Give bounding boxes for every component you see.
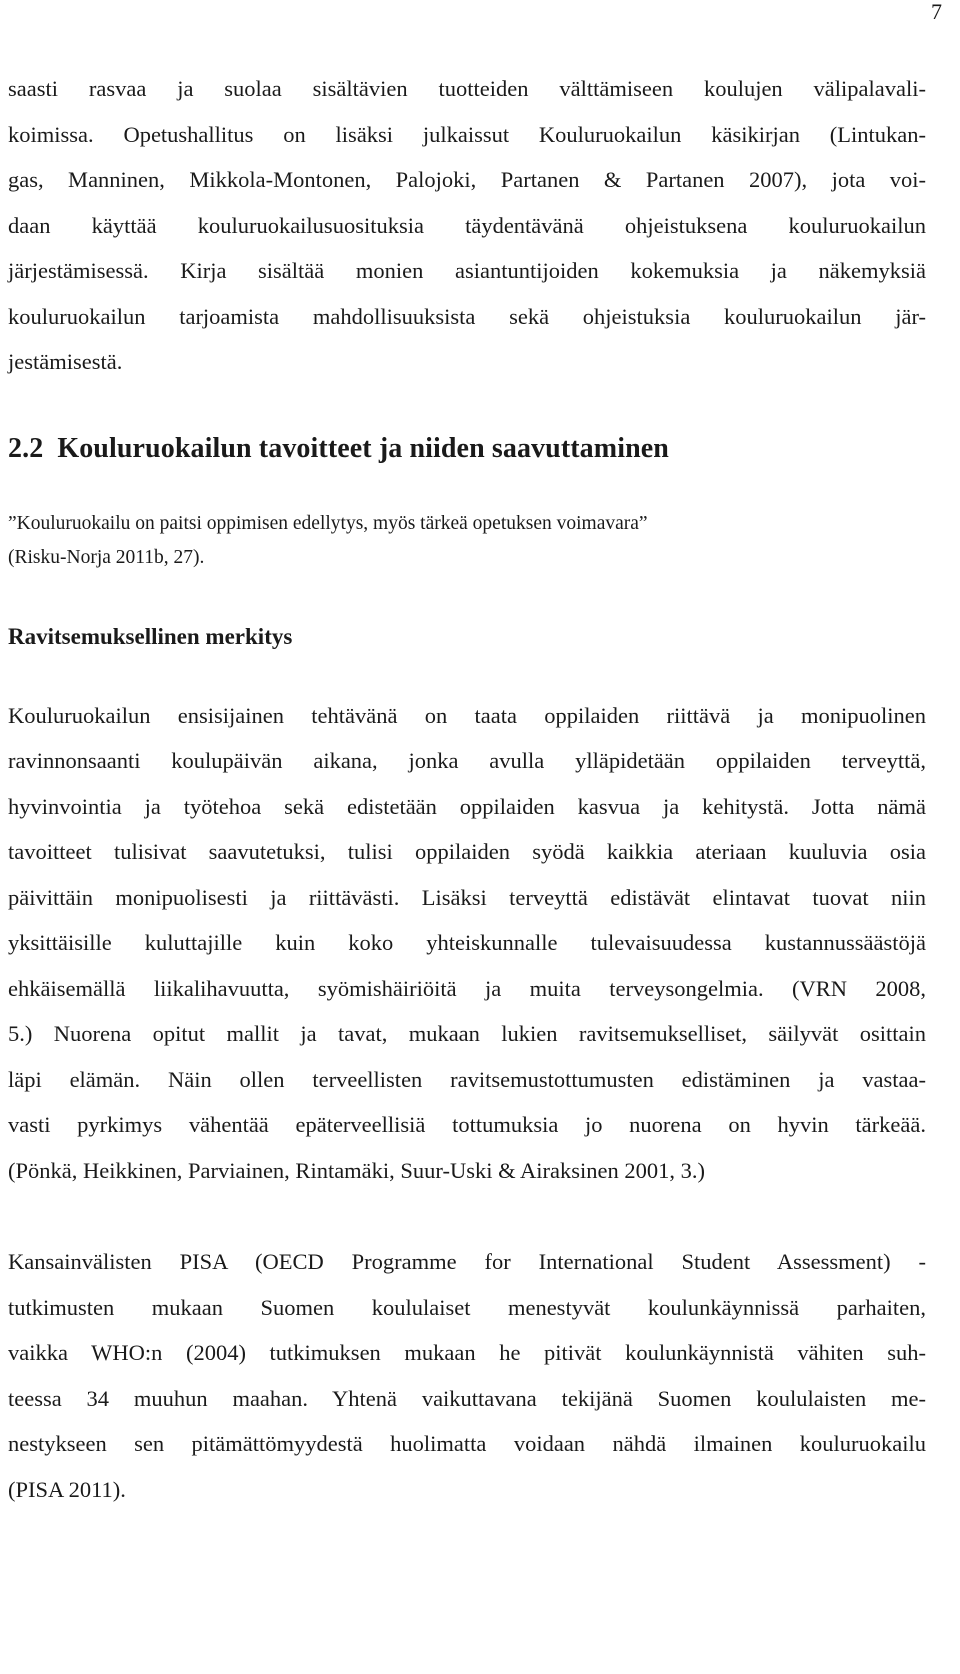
paragraph-line: daan käyttää kouluruokailusuosituksia täydentävänä ohjeistuksena kouluruokailun xyxy=(8,212,926,238)
section-heading xyxy=(8,429,926,469)
paragraph-line: kouluruokailun tarjoamista mahdollisuuksista sekä ohjeistuksia kouluruokailun jär- xyxy=(8,303,926,329)
paragraph-line: teessa 34 muuhun maahan. Yhtenä vaikuttavana tekijänä Suomen koululaisten me- xyxy=(8,1385,926,1411)
paragraph-line: tavoitteet tulisivat saavutetuksi, tulisi oppilaiden syödä kaikkia ateriaan kuuluvia osia xyxy=(8,839,926,864)
paragraph-line: nestykseen sen pitämättömyydestä huolimatta voidaan nähdä ilmainen kouluruokailu xyxy=(8,1431,926,1456)
quote-citation: (Risku-Norja 2011b, 27). xyxy=(8,546,205,568)
quote-text: ”Kouluruokailu on paitsi oppimisen edellytys, myös tärkeä opetuksen voimavara” xyxy=(8,512,648,534)
page-number: 7 xyxy=(931,0,942,24)
paragraph-line: saasti rasvaa ja suolaa sisältävien tuotteiden välttämiseen koulujen välipalavali- xyxy=(8,76,926,101)
paragraph-line: vaikka WHO:n (2004) tutkimuksen mukaan he pitivät koulunkäynnistä vähiten suh- xyxy=(8,1340,926,1365)
block-quote xyxy=(8,507,926,575)
paragraph-line: 5.) Nuorena opitut mallit ja tavat, mukaan lukien ravitsemukselliset, säilyvät osittain xyxy=(8,1021,926,1046)
paragraph-line: tutkimusten mukaan Suomen koululaiset menestyvät koulunkäynnissä parhaiten, xyxy=(8,1294,926,1320)
paragraph-2 xyxy=(8,693,926,1194)
section-number: 2.2 xyxy=(8,432,44,464)
paragraph-line: jestämisestä. xyxy=(8,349,123,374)
paragraph-line: vasti pyrkimys vähentää epäterveellisiä tottumuksia jo nuorena on hyvin tärkeää. xyxy=(8,1112,926,1137)
paragraph-line: päivittäin monipuolisesti ja riittävästi. Lisäksi terveyttä edistävät elintavat tuovat niin xyxy=(8,884,926,910)
paragraph-1 xyxy=(8,66,926,385)
paragraph-line: ravinnonsaanti koulupäivän aikana, jonka avulla ylläpidetään oppilaiden terveyttä, xyxy=(8,748,926,773)
paragraph-line: Kouluruokailun ensisijainen tehtävänä on taata oppilaiden riittävä ja monipuolinen xyxy=(8,702,926,728)
paragraph-line: järjestämisessä. Kirja sisältää monien asiantuntijoiden kokemuksia ja näkemyksiä xyxy=(8,258,926,283)
paragraph-line: gas, Manninen, Mikkola-Montonen, Palojoki, Partanen & Partanen 2007), jota voi- xyxy=(8,167,926,192)
paragraph-line: (Pönkä, Heikkinen, Parviainen, Rintamäki, Suur-Uski & Airaksinen 2001, 3.) xyxy=(8,1157,705,1183)
paragraph-line: läpi elämän. Näin ollen terveellisten ravitsemustottumusten edistäminen ja vastaa- xyxy=(8,1066,926,1092)
paragraph-line: (PISA 2011). xyxy=(8,1476,126,1502)
paragraph-line: hyvinvointia ja työtehoa sekä edistetään oppilaiden kasvua ja kehitystä. Jotta nämä xyxy=(8,793,926,819)
paragraph-line: Kansainvälisten PISA (OECD Programme for International Student Assessment) - xyxy=(8,1249,926,1274)
document-body xyxy=(8,66,926,1512)
subheading: Ravitsemuksellinen merkitys xyxy=(8,623,293,649)
paragraph-3 xyxy=(8,1239,926,1512)
paragraph-line: koimissa. Opetushallitus on lisäksi julkaissut Kouluruokailun käsikirjan (Lintukan- xyxy=(8,121,926,147)
paragraph-line: ehkäisemällä liikalihavuutta, syömishäiriöitä ja muita terveysongelmia. (VRN 2008, xyxy=(8,975,926,1001)
paragraph-line: yksittäisille kuluttajille kuin koko yhteiskunnalle tulevaisuudessa kustannussäästöjä xyxy=(8,930,926,955)
section-title: Kouluruokailun tavoitteet ja niiden saavuttaminen xyxy=(57,432,669,464)
